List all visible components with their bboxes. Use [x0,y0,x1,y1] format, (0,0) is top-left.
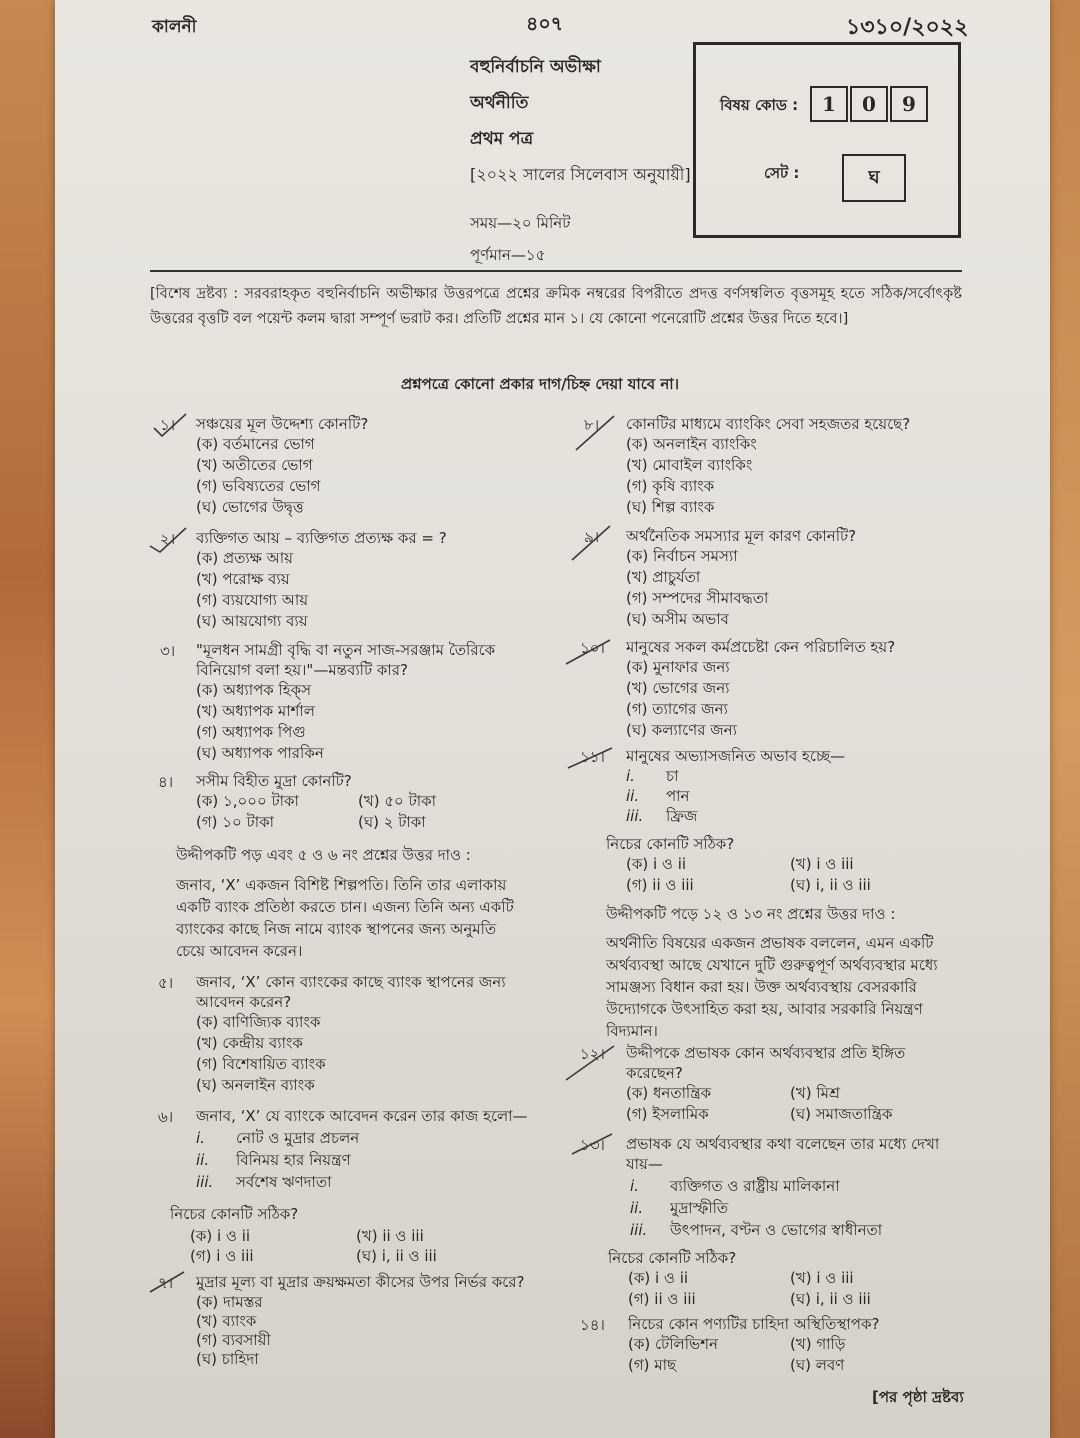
q1-option-d: (ঘ) ভোগের উদ্বৃত্ত [196,498,304,516]
subject-code-box [693,42,961,238]
q8-option-a: (ক) অনলাইন ব্যাংকিং [626,435,757,453]
q10-option-d: (ঘ) কল্যাণের জন্য [626,721,737,739]
q11-text: মানুষের অভ্যাসজনিত অভাব হচ্ছে— [626,747,846,765]
q7-option-c: (গ) ব্যবসায়ী [196,1331,271,1349]
q13-item-1: ব্যক্তিগত ও রাষ্ট্রীয় মালিকানা [670,1177,840,1195]
q5-number: ৫। [158,974,174,992]
q6-text: জনাব, ‘X’ যে ব্যাংকে আবেদন করেন তার কাজ হলো— [196,1107,528,1125]
q8-number: ৮। [584,416,600,434]
q14-option-c: (গ) মাছ [628,1356,677,1374]
q9-number: ৯। [584,528,600,546]
q7-option-b: (খ) ব্যাংক [196,1312,257,1330]
q6-item-1: নোট ও মুদ্রার প্রচলন [236,1129,360,1147]
q4-option-c: (গ) ১০ টাকা [196,813,274,831]
q4-option-b: (খ) ৫০ টাকা [358,792,436,810]
q8-option-d: (ঘ) শিল্প ব্যাংক [626,498,715,516]
q2-option-d: (ঘ) আয়যোগ্য ব্যয় [196,612,308,630]
q3-option-c: (গ) অধ্যাপক পিগু [196,723,306,741]
q7-option-d: (ঘ) চাহিদা [196,1350,259,1368]
stem-5-6-line-4: চেয়ে আবেদন করেন। [176,942,303,960]
q10-option-c: (গ) ত্যাগের জন্য [626,700,728,718]
q11-option-d: (ঘ) i, ii ও iii [790,876,871,894]
q12-option-a: (ক) ধনতান্ত্রিক [626,1084,712,1102]
pen-tick-mark [566,520,616,566]
q5-option-b: (খ) কেন্দ্রীয় ব্যাংক [196,1034,303,1052]
q4-option-d: (ঘ) ২ টাকা [358,813,426,831]
q13-option-d: (ঘ) i, ii ও iii [790,1290,871,1308]
q13-item-3-marker: iii. [630,1221,648,1239]
q13-ask: নিচের কোনটি সঠিক? [608,1249,737,1267]
q13-text-line1: প্রভাষক যে অর্থব্যবস্থার কথা বলেছেন তার মধ্যে দেখা [626,1135,940,1153]
header-divider [150,270,962,272]
special-note: [বিশেষ দ্রষ্টব্য : সরবরাহকৃত বহুনির্বাচনি অভীক্ষার উত্তরপত্রে প্রশ্নের ক্রমিক নম্বরের বিপরীতে প্রদত্ত বর্ণসম্বলিত বৃত্তসমূহ হতে সঠিক/সর্বোৎকৃষ্ট উত্তরের বৃত্তটি বল পয়েন্ট কলম দ্বারা সম্পূর্ণ ভরাট কর। প্রতিটি প্রশ্নের মান ১। যে কোনো পনেরোটি প্রশ্নের উত্তর দিতে হবে।] [150,286,962,327]
q2-option-c: (গ) ব্যয়যোগ্য আয় [196,591,309,609]
q1-text: সঞ্চয়ের মূল উদ্দেশ্য কোনটি? [196,415,369,433]
q13-text-line2: যায়— [626,1155,663,1173]
q1-number: ১। [160,416,176,434]
q12-text-line2: করেছেন? [626,1064,683,1082]
q9-option-d: (ঘ) অসীম অভাব [626,610,729,628]
q3-text-line1: "মূলধন সামগ্রী বৃদ্ধি বা নতুন সাজ-সরঞ্জাম তৈরিকে [196,641,496,659]
subject-code-label: বিষয় কোড : [720,96,799,114]
q13-number: ১৩। [580,1136,605,1154]
q2-option-b: (খ) পরোক্ষ ব্যয় [196,570,290,588]
subject-code-digit-1: 1 [810,86,848,122]
q12-option-c: (গ) ইসলামিক [626,1105,709,1123]
q6-option-d: (ঘ) i, ii ও iii [356,1247,437,1265]
q13-option-c: (গ) ii ও iii [628,1290,696,1308]
q9-text: অর্থনৈতিক সমস্যার মূল কারণ কোনটি? [626,527,857,545]
q11-item-3-marker: iii. [626,807,644,825]
q7-option-a: (ক) দামস্তর [196,1293,263,1311]
pen-tick-mark [560,1040,620,1086]
q8-option-b: (খ) মোবাইল ব্যাংকিং [626,456,753,474]
next-page-note: [পর পৃষ্ঠা দ্রষ্টব্য [872,1388,964,1406]
q11-number: ১১। [580,748,605,766]
q13-option-b: (খ) i ও iii [790,1269,854,1287]
q5-text-line1: জনাব, ‘X’ কোন ব্যাংকের কাছে ব্যাংক স্থাপনের জন্য [196,973,506,991]
full-marks: পূর্ণমান—১৫ [470,246,546,264]
q7-number: ৭। [158,1274,174,1292]
q4-option-a: (ক) ১,০০০ টাকা [196,792,299,810]
q13-item-3: উৎপাদন, বণ্টন ও ভোগের স্বাধীনতা [670,1221,883,1239]
q3-option-d: (ঘ) অধ্যাপক পারকিন [196,744,324,762]
pen-tick-mark [150,410,190,440]
q11-ask: নিচের কোনটি সঠিক? [606,835,735,853]
q13-item-2: মুদ্রাস্ফীতি [670,1199,729,1217]
no-marking-warning: প্রশ্নপত্রে কোনো প্রকার দাগ/চিহ্ন দেয়া যাবে না। [400,375,680,393]
q6-ask: নিচের কোনটি সঠিক? [170,1205,299,1223]
paper-name: প্রথম পত্র [470,129,534,149]
stem-12-13-line-5: বিদ্যমান। [606,1022,658,1040]
q6-option-a: (ক) i ও ii [190,1227,251,1245]
q9-option-b: (খ) প্রাচুর্যতা [626,568,701,586]
q6-item-2-marker: ii. [196,1151,210,1169]
header-left-label: কালনী [152,17,197,37]
q11-item-2-marker: ii. [626,787,640,805]
q6-option-c: (গ) i ও iii [190,1247,254,1265]
q6-option-b: (খ) ii ও iii [356,1227,424,1245]
q7-text: মুদ্রার মূল্য বা মুদ্রার ক্রয়ক্ষমতা কীসের উপর নির্ভর করে? [196,1273,525,1291]
q10-option-b: (খ) ভোগের জন্য [626,679,730,697]
stem-12-13-title: উদ্দীপকটি পড়ে ১২ ও ১৩ নং প্রশ্নের উত্তর দাও : [606,905,896,923]
set-value: ঘ [842,154,906,202]
pen-tick-mark [562,744,618,774]
q10-number: ১০। [580,639,605,657]
q12-text-line1: উদ্দীপকে প্রভাষক কোন অর্থব্যবস্থার প্রতি ইঙ্গিত [626,1044,906,1062]
q2-option-a: (ক) প্রত্যক্ষ আয় [196,549,294,567]
q5-option-a: (ক) বাণিজ্যিক ব্যাংক [196,1013,321,1031]
q2-number: ২। [160,530,176,548]
q6-item-3: সর্বশেষ ঋণদাতা [236,1173,332,1191]
q4-text: সসীম বিহীত মুদ্রা কোনটি? [196,772,352,790]
q1-option-a: (ক) বর্তমানের ভোগ [196,435,315,453]
header-center-code: ৪০৭ [526,13,564,35]
q11-option-b: (খ) i ও iii [790,855,854,873]
q14-option-b: (খ) গাড়ি [790,1335,846,1353]
q1-option-b: (খ) অতীতের ভোগ [196,456,313,474]
q13-item-2-marker: ii. [630,1199,644,1217]
q3-option-b: (খ) অধ্যাপক মার্শাল [196,702,315,720]
q6-item-2: বিনিময় হার নিয়ন্ত্রণ [236,1151,351,1169]
q11-item-1: চা [666,767,679,785]
q9-option-a: (ক) নির্বাচন সমস্যা [626,547,738,565]
q11-item-2: পান [666,787,690,805]
time-limit: সময়—২০ মিনিট [470,214,571,232]
q11-option-a: (ক) i ও ii [626,855,687,873]
q12-option-d: (ঘ) সমাজতান্ত্রিক [790,1105,893,1123]
q11-item-1-marker: i. [626,767,635,785]
pen-tick-mark [146,524,190,554]
q14-number: ১৪। [580,1316,605,1334]
pen-tick-mark [560,634,616,670]
stem-12-13-line-2: অর্থব্যবস্থা আছে যেখানে দুটি গুরুত্বপূর্ণ অর্থব্যবস্থার মধ্যে [606,956,938,974]
exam-title: বহুনির্বাচনি অভীক্ষা [470,57,601,77]
q4-number: ৪। [158,773,174,791]
subject-name: অর্থনীতি [470,93,529,113]
stem-12-13-line-1: অর্থনীতি বিষয়ের একজন প্রভাষক বললেন, এমন একটি [606,934,934,952]
q3-number: ৩। [160,642,176,660]
q12-number: ১২। [580,1045,605,1063]
q11-option-c: (গ) ii ও iii [626,876,694,894]
q5-option-d: (ঘ) অনলাইন ব্যাংক [196,1076,315,1094]
q14-option-d: (ঘ) লবণ [790,1356,845,1374]
syllabus-note: [২০২২ সালের সিলেবাস অনুযায়ী] [470,165,691,184]
q12-option-b: (খ) মিশ্র [790,1084,840,1102]
q5-text-line2: আবেদন করেন? [196,993,292,1011]
set-label: সেট : [764,164,800,182]
q2-text: ব্যক্তিগত আয় – ব্যক্তিগত প্রত্যক্ষ কর = ? [196,529,447,547]
q14-option-a: (ক) টেলিভিশন [628,1335,718,1353]
stem-5-6-line-3: ব্যাংকের কাছে নিজ নামে ব্যাংক স্থাপনের জন্য অনুমতি [176,920,497,938]
q6-item-1-marker: i. [196,1129,205,1147]
pen-tick-mark [566,1130,616,1160]
q6-number: ৬। [158,1108,174,1126]
pen-tick-mark [570,410,620,456]
q11-item-3: ফ্রিজ [666,807,698,825]
stem-12-13-line-3: সামঞ্জস্য বিধান করা হয়। উক্ত অর্থব্যবস্থায় বেসরকারি [606,978,917,996]
q3-text-line2: বিনিয়োগ বলা হয়।"—মন্তব্যটি কার? [196,661,408,679]
header-right-code: ১৩১০/২০২২ [846,15,969,40]
subject-code-digit-2: 0 [850,86,888,122]
q10-option-a: (ক) মুনাফার জন্য [626,658,730,676]
stem-5-6-line-2: একটি ব্যাংক প্রতিষ্ঠা করতে চান। এজন্য তিনি অন্য একটি [176,898,514,916]
q3-option-a: (ক) অধ্যাপক হিক্‌স [196,681,312,699]
subject-code-digit-3: 9 [890,86,928,122]
q14-text: নিচের কোন পণ্যটির চাহিদা অস্থিতিস্থাপক? [628,1315,880,1333]
pen-tick-mark [146,1268,190,1298]
stem-5-6-line-1: জনাব, ‘X’ একজন বিশিষ্ট শিল্পপতি। তিনি তার এলাকায় [176,876,507,894]
stem-5-6-title: উদ্দীপকটি পড় এবং ৫ ও ৬ নং প্রশ্নের উত্তর দাও : [176,846,471,864]
q8-text: কোনটির মাধ্যমে ব্যাংকিং সেবা সহজতর হয়েছে? [626,415,911,433]
stem-12-13-line-4: উদ্যোগকে উৎসাহিত করা হয়, আবার সরকারি নিয়ন্ত্রণ [606,1000,923,1018]
q5-option-c: (গ) বিশেষায়িত ব্যাংক [196,1055,326,1073]
q9-option-c: (গ) সম্পদের সীমাবদ্ধতা [626,589,769,607]
q8-option-c: (গ) কৃষি ব্যাংক [626,477,715,495]
q13-item-1-marker: i. [630,1177,639,1195]
q1-option-c: (গ) ভবিষ্যতের ভোগ [196,477,321,495]
q13-option-a: (ক) i ও ii [628,1269,689,1287]
q6-item-3-marker: iii. [196,1173,214,1191]
q10-text: মানুষের সকল কর্মপ্রচেষ্টা কেন পরিচালিত হয়? [626,638,896,656]
